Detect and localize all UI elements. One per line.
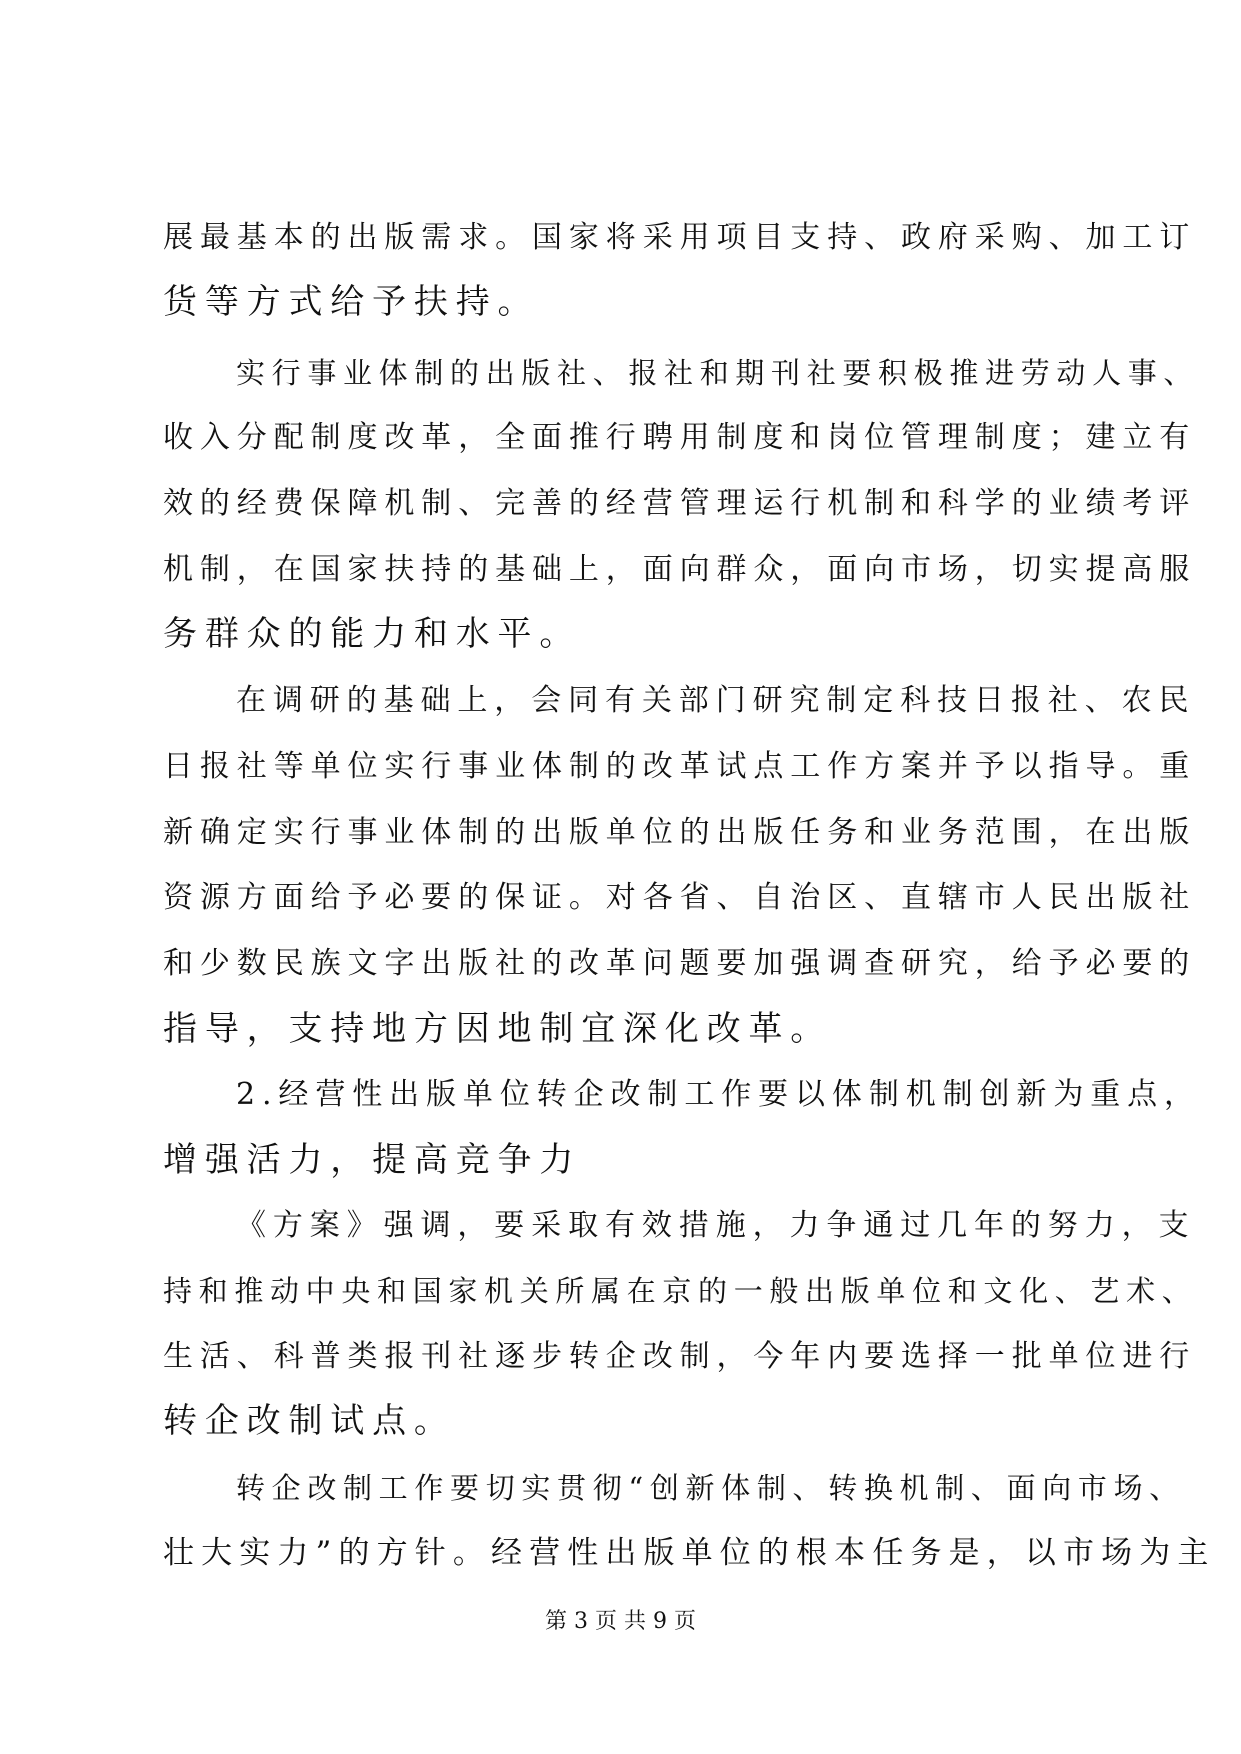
text-line: 转企改制工作要切实贯彻“创新体制、转换机制、面向市场、 <box>236 1471 1185 1505</box>
text-line: 机制，在国家扶持的基础上，面向群众，面向市场，切实提高服 <box>163 552 1197 587</box>
text-line: 指导，支持地方因地制宜深化改革。 <box>163 1009 833 1049</box>
text-line: 新确定实行事业体制的出版单位的出版任务和业务范围，在出版 <box>163 815 1197 850</box>
page-number-footer: 第 3 页 共 9 页 <box>545 1609 696 1634</box>
text-line: 效的经费保障机制、完善的经营管理运行机制和科学的业绩考评 <box>163 486 1197 521</box>
section-heading-line: 增强活力，提高竞争力 <box>163 1140 582 1180</box>
text-line: 在调研的基础上，会同有关部门研究制定科技日报社、农民 <box>236 683 1196 718</box>
text-line: 实行事业体制的出版社、报社和期刊社要积极推进劳动人事、 <box>236 356 1200 390</box>
text-line: 展最基本的出版需求。国家将采用项目支持、政府采购、加工订 <box>163 220 1197 255</box>
text-line: 务群众的能力和水平。 <box>163 614 582 654</box>
text-line: 资源方面给予必要的保证。对各省、自治区、直辖市人民出版社 <box>163 880 1197 915</box>
text-line: 转企改制试点。 <box>163 1401 456 1441</box>
text-line: 日报社等单位实行事业体制的改革试点工作方案并予以指导。重 <box>163 749 1197 784</box>
text-line: 持和推动中央和国家机关所属在京的一般出版单位和文化、艺术、 <box>163 1274 1198 1308</box>
text-line: 收入分配制度改革，全面推行聘用制度和岗位管理制度；建立有 <box>163 420 1197 455</box>
text-line: 《方案》强调，要采取有效措施，力争通过几年的努力，支 <box>236 1208 1196 1243</box>
text-line: 货等方式给予扶持。 <box>163 282 540 322</box>
text-line: 生活、科普类报刊社逐步转企改制，今年内要选择一批单位进行 <box>163 1339 1197 1374</box>
section-heading-line: 2.经营性出版单位转企改制工作要以体制机制创新为重点， <box>236 1077 1201 1112</box>
text-line: 和少数民族文字出版社的改革问题要加强调查研究，给予必要的 <box>163 946 1197 981</box>
text-line: 壮大实力”的方针。经营性出版单位的根本任务是，以市场为主 <box>163 1535 1216 1571</box>
